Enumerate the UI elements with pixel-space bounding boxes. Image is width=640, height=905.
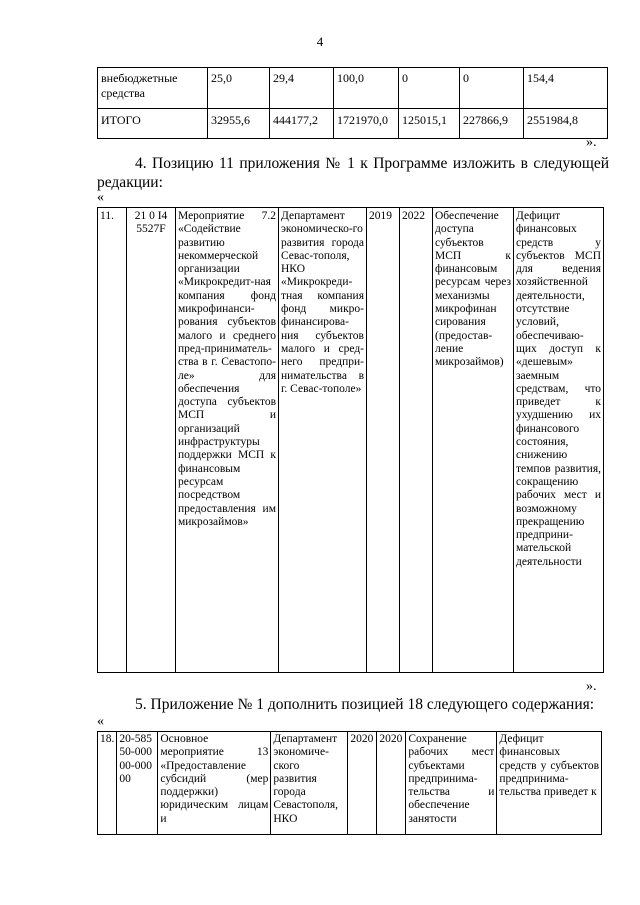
- code-cell: 21 0 I4 5527F: [127, 208, 176, 673]
- closing-quote: ».: [586, 679, 597, 694]
- start-year-cell: [348, 732, 377, 835]
- code-cell: [117, 732, 158, 835]
- table-cell: 0: [399, 68, 460, 109]
- paragraph-5: 5. Приложение № 1 дополнить позицией 18 следующего содержания:: [135, 696, 595, 713]
- result-cell: [406, 732, 497, 835]
- budget-totals-table: [97, 67, 608, 139]
- position-18-table: [97, 731, 602, 835]
- table-cell: 25,0: [208, 68, 270, 109]
- table-cell: 1721970,0: [334, 109, 399, 139]
- measure-name-cell: Мероприятие 7.2 «Содействие развитию некоммерческой организации «Микрокредит-ная компания фонд микрофинанси-рования субъектов малого и среднего пред-приниматель-ства в г. Севастопо-ле» для обеспечения доступа субъектов МСП и организаций инфраструктуры поддержки МСП к финансовым ресурсам посредством предоставления им микрозаймов»: [176, 208, 279, 673]
- executor-cell: Департамент экономическо-го развития города Севас-тополя, НКО «Микрокреди-тная компания фонд микро-финансирова-ния субъектов малого и сред-него предпри-нимательства в г. Севас-тополе»: [279, 208, 367, 673]
- table-row: [98, 68, 608, 109]
- executor-cell: [271, 732, 348, 835]
- table-cell: 2551984,8: [524, 109, 608, 139]
- table-cell: 0: [460, 68, 524, 109]
- cell-text: Дефицит финансовых средств у субъектов предпринима-тельства приведет к: [499, 733, 599, 799]
- measure-name-cell: [158, 732, 271, 835]
- end-year-cell: 2022: [400, 208, 433, 673]
- position-11-table: [97, 207, 604, 673]
- table-cell: ИТОГО: [98, 109, 208, 139]
- opening-quote: «: [97, 714, 104, 729]
- cell-text: 18.: [100, 733, 115, 745]
- position-number-cell: [98, 732, 117, 835]
- result-cell: Обеспечение доступа субъектов МСП к финансовым ресурсам через механизмы микрофинан сирования (предостав-ление микрозаймов): [433, 208, 514, 673]
- cell-text: 2020: [350, 733, 374, 745]
- paragraph-4: 4. Позицию 11 приложения № 1 к Программе изложить в следующей редакции:: [97, 155, 609, 191]
- table-cell: внебюджетные средства: [98, 68, 208, 109]
- end-year-cell: [377, 732, 406, 835]
- table-cell: 125015,1: [399, 109, 460, 139]
- table-row: [98, 732, 602, 835]
- table-row: [98, 109, 608, 139]
- cell-text: 2020: [379, 733, 403, 745]
- cell-text: Основное мероприятие 13 «Предоставление субсидий (мер поддержки) юридическим лицам и: [160, 733, 269, 825]
- table-cell: 32955,6: [208, 109, 270, 139]
- closing-quote: ».: [586, 135, 597, 150]
- consequences-cell: [497, 732, 602, 835]
- position-number-cell: 11.: [98, 208, 127, 673]
- consequences-cell: Дефицит финансовых средств у субъектов МСП для ведения хозяйственной деятельности, отсутствие условий, обеспечиваю-щих доступ к «дешевым» заемным средствам, что приведет к ухудшению их финансового состояния, снижению темпов развития, сокращению рабочих мест и возможному прекращению предприни-мательской деятельности: [514, 208, 604, 673]
- table-cell: 100,0: [334, 68, 399, 109]
- page-number: 4: [316, 34, 324, 49]
- table-cell: 154,4: [524, 68, 608, 109]
- opening-quote: «: [97, 190, 104, 205]
- table-cell: 227866,9: [460, 109, 524, 139]
- cell-text: Сохранение рабочих мест субъектами предпринима-тельства и обеспечение занятости: [408, 733, 495, 825]
- cell-text: 20-58550-00000-00000: [119, 733, 152, 785]
- table-row: [98, 208, 604, 673]
- start-year-cell: 2019: [367, 208, 400, 673]
- table-cell: 444177,2: [270, 109, 334, 139]
- table-cell: 29,4: [270, 68, 334, 109]
- cell-text: Департамент экономиче-ского развития города Севастополя, НКО: [273, 733, 339, 825]
